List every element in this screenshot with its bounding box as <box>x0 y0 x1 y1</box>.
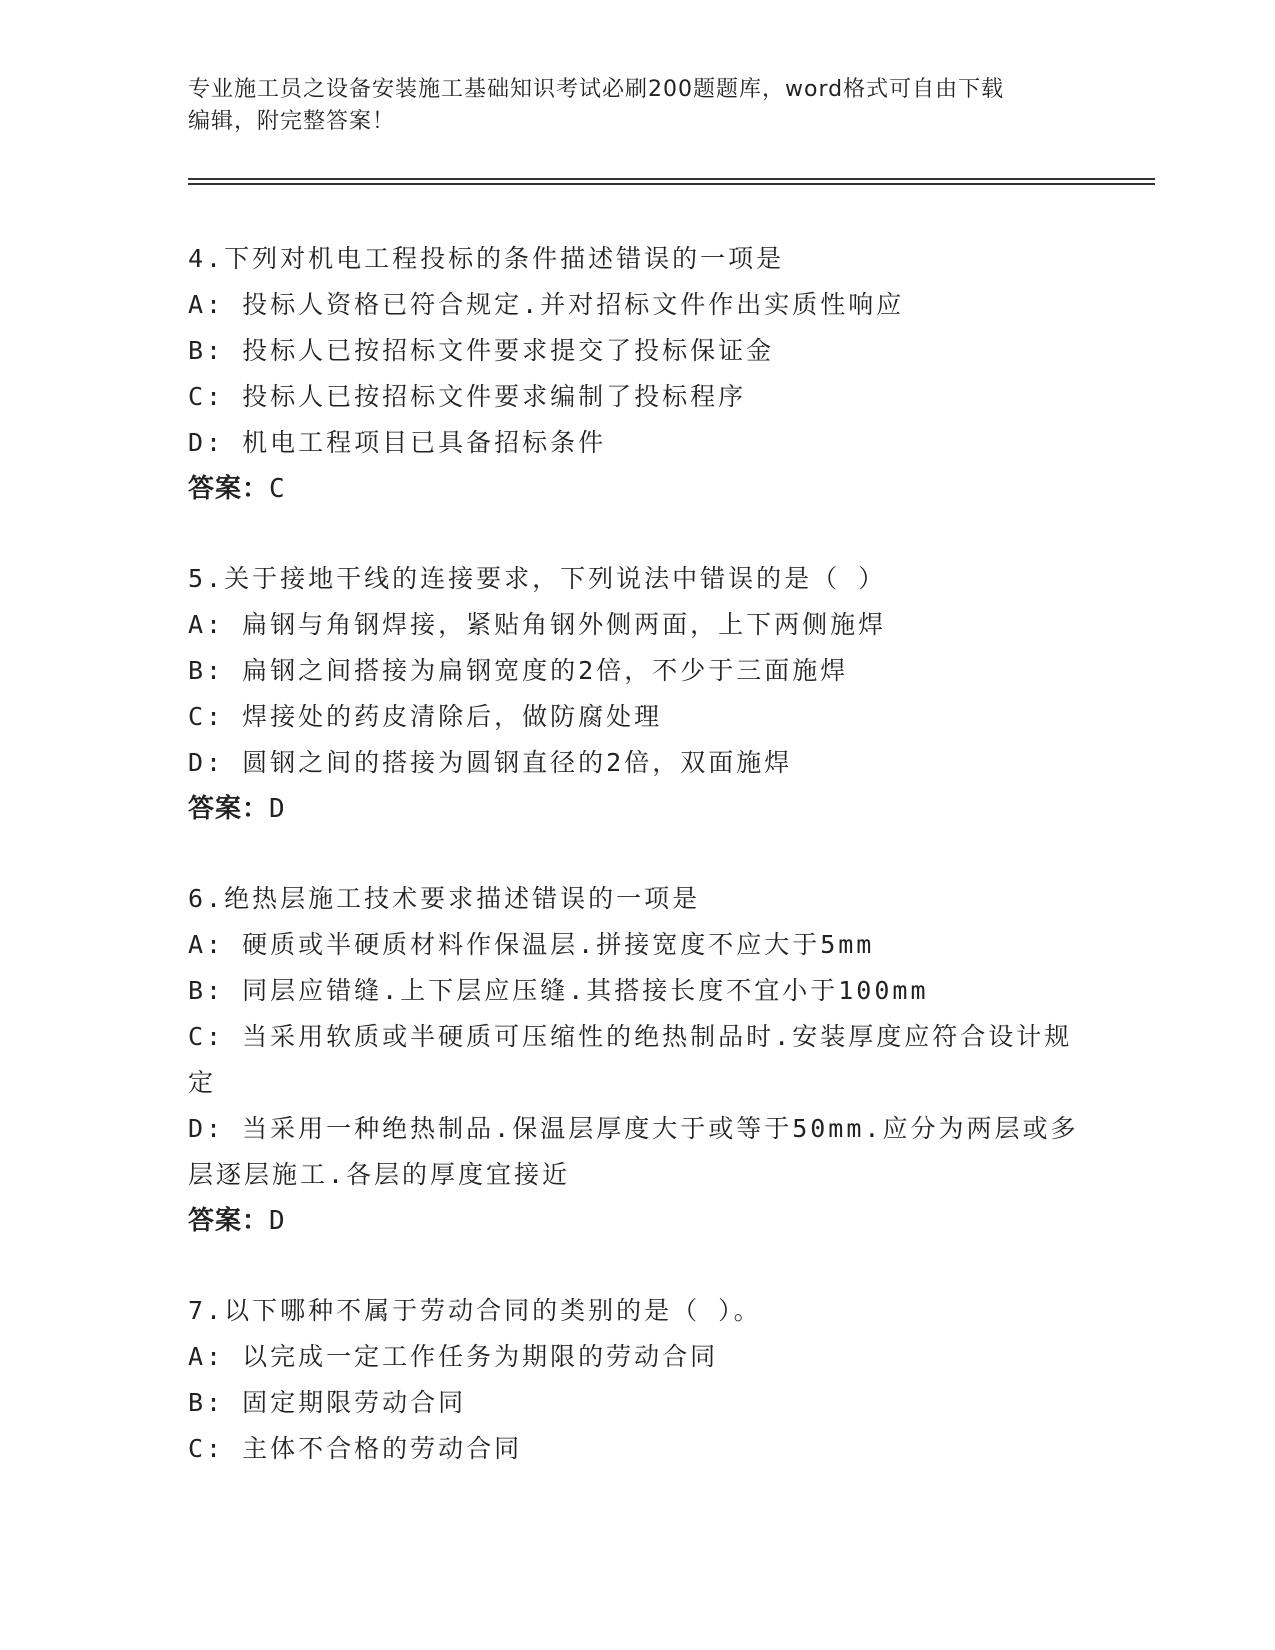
option-c: C: 焊接处的药皮清除后，做防腐处理 <box>188 702 663 731</box>
header-title-line-1: 专业施工员之设备安装施工基础知识考试必刷200题题库，word格式可自由下载 <box>188 77 1005 102</box>
answer-value: D <box>269 794 286 824</box>
header-divider-top <box>188 178 1155 180</box>
question-stem: 6.绝热层施工技术要求描述错误的一项是 <box>188 884 701 913</box>
option-c: C: 当采用软质或半硬质可压缩性的绝热制品时.安装厚度应符合设计规定 <box>188 1022 1073 1097</box>
answer-label: 答案： <box>188 474 270 504</box>
option-a: A: 投标人资格已符合规定.并对招标文件作出实质性响应 <box>188 290 905 319</box>
option-d: D: 当采用一种绝热制品.保温层厚度大于或等于50mm.应分为两层或多层逐层施工.各层的厚度宜接近 <box>188 1114 1079 1189</box>
question-6 <box>188 876 1088 1244</box>
question-7 <box>188 1288 1088 1472</box>
option-c: C: 主体不合格的劳动合同 <box>188 1434 523 1463</box>
answer-line <box>188 466 1088 512</box>
option-a: A: 扁钢与角钢焊接，紧贴角钢外侧两面，上下两侧施焊 <box>188 610 887 639</box>
question-stem: 7.以下哪种不属于劳动合同的类别的是（ ）。 <box>188 1296 762 1325</box>
answer-line <box>188 1198 1088 1244</box>
question-stem: 4.下列对机电工程投标的条件描述错误的一项是 <box>188 244 785 273</box>
answer-label: 答案： <box>188 794 270 824</box>
answer-line <box>188 786 1088 832</box>
option-b: B: 固定期限劳动合同 <box>188 1388 467 1417</box>
answer-value: C <box>269 474 286 504</box>
question-5 <box>188 556 1088 832</box>
option-d: D: 机电工程项目已具备招标条件 <box>188 428 607 457</box>
answer-value: D <box>269 1206 286 1236</box>
header-title-line-2: 编辑，附完整答案！ <box>188 109 396 134</box>
question-4 <box>188 236 1088 512</box>
option-b: B: 投标人已按招标文件要求提交了投标保证金 <box>188 336 775 365</box>
option-a: A: 硬质或半硬质材料作保温层.拼接宽度不应大于5mm <box>188 930 875 959</box>
option-c: C: 投标人已按招标文件要求编制了投标程序 <box>188 382 747 411</box>
question-list <box>188 236 1088 1516</box>
option-a: A: 以完成一定工作任务为期限的劳动合同 <box>188 1342 719 1371</box>
option-b: B: 同层应错缝.上下层应压缝.其搭接长度不宜小于100mm <box>188 976 929 1005</box>
question-stem: 5.关于接地干线的连接要求，下列说法中错误的是（ ） <box>188 564 887 593</box>
option-b: B: 扁钢之间搭接为扁钢宽度的2倍，不少于三面施焊 <box>188 656 849 685</box>
header-divider-bottom <box>188 183 1155 185</box>
option-d: D: 圆钢之间的搭接为圆钢直径的2倍，双面施焊 <box>188 748 793 777</box>
answer-label: 答案： <box>188 1206 270 1236</box>
document-header <box>188 74 1088 138</box>
